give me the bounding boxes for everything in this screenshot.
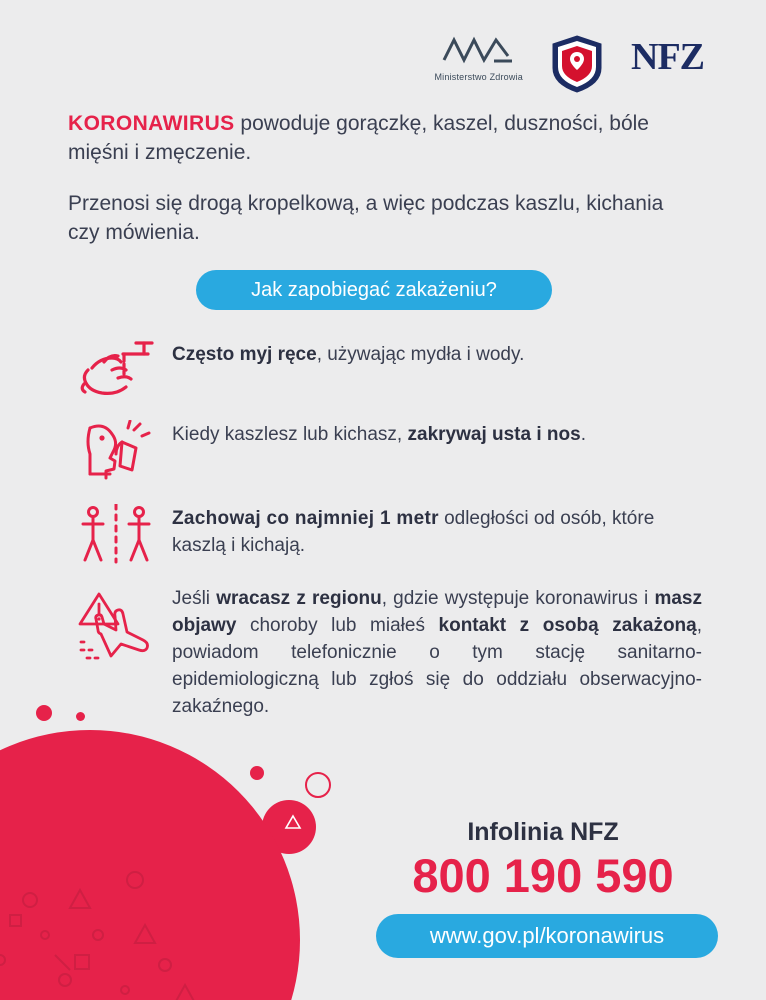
advice-row-keep-distance: [62, 500, 702, 566]
advice-bold-cover-cough: zakrywaj usta i nos: [407, 424, 581, 445]
sanitary-inspection-emblem-icon: [549, 34, 605, 94]
travel-warning-icon: [62, 586, 172, 668]
social-distance-icon: [62, 500, 172, 566]
website-url-label: www.gov.pl/koronawirus: [429, 923, 665, 948]
travel-part-4: , powiadom telefonicznie o tym stację sanitarno-epidemiologiczną lub zgłoś się do oddziału obserwacyjno-zakaźnego.: [172, 614, 703, 717]
advice-lead-cover-cough: Kiedy kaszlesz lub kichasz,: [172, 424, 408, 445]
advice-text-keep-distance: [172, 500, 702, 560]
question-pill: [196, 270, 552, 310]
advice-bold-wash-hands: Często myj ręce: [172, 344, 317, 365]
advice-rest-keep-distance: odległości od osób, które kaszlą i kichają.: [172, 508, 655, 556]
decorative-triangle-icon: [283, 812, 303, 832]
advice-row-cover-cough: [62, 416, 702, 484]
advice-bold-keep-distance: Zachowaj co najmniej 1 metr: [172, 508, 439, 529]
handwashing-icon: [62, 336, 172, 398]
travel-part-3: choroby lub miałeś: [236, 614, 439, 636]
advice-text-travel-warning: [172, 586, 702, 721]
logo-bar: [434, 34, 704, 94]
advice-text-cover-cough: [172, 416, 702, 449]
advice-rest-wash-hands: , używając mydła i wody.: [316, 344, 525, 365]
intro-line-1-rest: powoduje gorączkę, kaszel, duszności, bóle mięśni i zmęczenie.: [68, 112, 649, 164]
sanitary-inspection-logo: [549, 34, 605, 94]
ministry-of-health-caption: Ministerstwo Zdrowia: [434, 72, 523, 82]
travel-bold-2: masz objawy: [172, 588, 702, 636]
intro-line-1: [68, 110, 698, 168]
ministry-of-health-mark-icon: [442, 34, 516, 68]
cover-cough-icon: [62, 416, 172, 484]
question-pill-label: Jak zapobiegać zakażeniu?: [251, 278, 497, 301]
nfz-logo: NFZ: [631, 36, 704, 78]
keyword-koronawirus: KORONAWIRUS: [68, 112, 235, 135]
website-url-pill[interactable]: [376, 914, 718, 958]
decorative-ring: [305, 772, 331, 798]
advice-text-wash-hands: [172, 336, 702, 369]
footer-block: [368, 818, 718, 958]
intro-text-block: [68, 110, 698, 248]
ministry-of-health-logo: [434, 34, 523, 82]
advice-tail-cover-cough: .: [580, 424, 586, 445]
advice-row-wash-hands: [62, 336, 702, 398]
intro-line-2: Przenosi się drogą kropelkową, a więc podczas kaszlu, kichania czy mówienia.: [68, 191, 664, 244]
travel-bold-3: kontakt z osobą zakażoną: [438, 614, 697, 636]
infoline-label: Infolinia NFZ: [467, 817, 619, 846]
travel-bold-1: wracasz z regionu: [216, 588, 382, 609]
travel-part-1: Jeśli: [172, 588, 217, 609]
travel-part-2: , gdzie występuje koronawirus i: [381, 588, 655, 609]
infoline-number: 800 190 590: [412, 848, 674, 902]
advice-list: [62, 336, 702, 743]
decorative-dot: [250, 766, 264, 780]
advice-row-travel-warning: [62, 586, 702, 721]
decorative-dot: [36, 705, 52, 721]
